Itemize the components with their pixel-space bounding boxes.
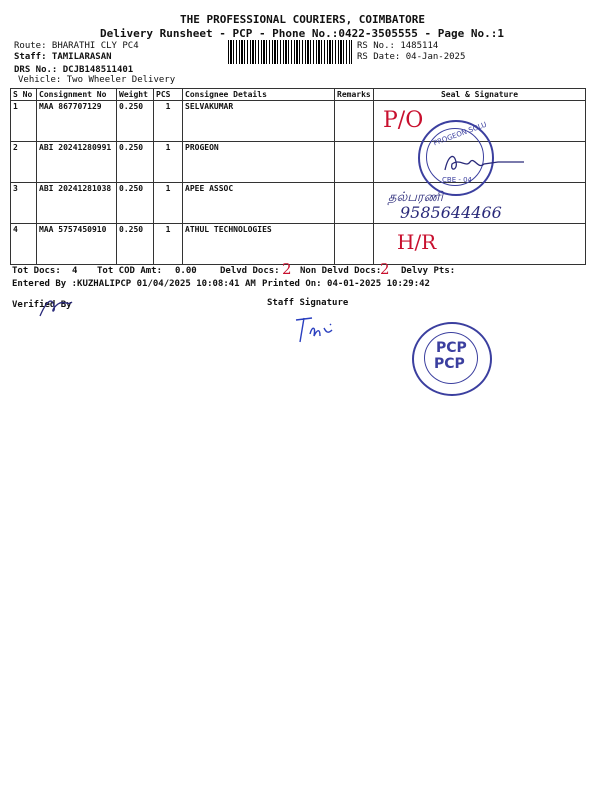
pcp-stamp — [412, 322, 492, 396]
col-consignment: Consignment No — [37, 89, 117, 101]
handwritten-po: P/O — [383, 108, 424, 133]
cell-remarks — [335, 183, 374, 224]
cell-weight: 0.250 — [117, 224, 154, 265]
runsheet-title: Delivery Runsheet - PCP - Phone No.:0422-3505555 - Page No.:1 — [100, 27, 504, 40]
cell-sno: 4 — [11, 224, 37, 265]
company-name: THE PROFESSIONAL COURIERS, COIMBATORE — [180, 13, 426, 26]
col-sno: S No — [11, 89, 37, 101]
drs-no: DRS No.: DCJB148511401 — [14, 65, 134, 75]
non-delvd-docs-label: Non Delvd Docs: — [300, 266, 382, 276]
table-header-row — [11, 89, 586, 101]
delvd-docs-handwritten: 2 — [282, 260, 292, 278]
handwritten-hr: H/R — [397, 230, 437, 254]
cell-remarks — [335, 101, 374, 142]
tot-cod-value: 0.00 — [175, 266, 197, 276]
pcp-stamp-text-2: PCP — [434, 356, 465, 372]
cell-consignee: PROGEON — [183, 142, 335, 183]
table-row — [11, 101, 586, 142]
handwritten-tamil-name: தல்பரணி — [388, 190, 443, 205]
rs-date: RS Date: 04-Jan-2025 — [357, 52, 466, 62]
col-consignee: Consignee Details — [183, 89, 335, 101]
cell-weight: 0.250 — [117, 183, 154, 224]
delvy-pts-label: Delvy Pts: — [401, 266, 456, 276]
tot-cod-label: Tot COD Amt: — [97, 266, 163, 276]
cell-consignee: APEE ASSOC — [183, 183, 335, 224]
cell-pcs: 1 — [154, 101, 183, 142]
staff-signature — [290, 312, 340, 348]
col-weight: Weight — [117, 89, 154, 101]
progeon-stamp-text: PROGEON SOLU — [432, 120, 488, 148]
cell-consignment: MAA 5757450910 — [37, 224, 117, 265]
non-delvd-docs-handwritten: 2 — [380, 260, 390, 278]
cell-weight: 0.250 — [117, 101, 154, 142]
handwritten-phone: 9585644466 — [400, 203, 502, 222]
delvd-docs-label: Delvd Docs: — [220, 266, 280, 276]
cell-consignment: ABI 20241280991 — [37, 142, 117, 183]
rs-no: RS No.: 1485114 — [357, 41, 439, 51]
route: Route: BHARATHI CLY PC4 — [14, 41, 139, 51]
printed-on: Printed On: 04-01-2025 10:29:42 — [262, 279, 430, 289]
col-remarks: Remarks — [335, 89, 374, 101]
cell-sno: 3 — [11, 183, 37, 224]
cell-sno: 1 — [11, 101, 37, 142]
col-pcs: PCS — [154, 89, 183, 101]
cell-weight: 0.250 — [117, 142, 154, 183]
tot-docs-value: 4 — [72, 266, 78, 276]
entered-by: Entered By :KUZHALIPCP 01/04/2025 10:08:41 AM — [12, 279, 256, 289]
verified-signature — [36, 292, 76, 322]
vehicle: Vehicle: Two Wheeler Delivery — [18, 75, 176, 85]
verified-by-label: Verified By — [12, 300, 72, 310]
progeon-stamp-city: CBE - 04 — [442, 176, 472, 184]
barcode — [228, 40, 352, 64]
cell-pcs: 1 — [154, 224, 183, 265]
cell-remarks — [335, 224, 374, 265]
cell-consignment: MAA 867707129 — [37, 101, 117, 142]
staff-signature-label: Staff Signature — [267, 298, 349, 308]
cell-sno: 2 — [11, 142, 37, 183]
cell-consignee: SELVAKUMAR — [183, 101, 335, 142]
cell-consignment: ABI 20241281038 — [37, 183, 117, 224]
col-seal: Seal & Signature — [374, 89, 586, 101]
cell-pcs: 1 — [154, 183, 183, 224]
table-row — [11, 224, 586, 265]
pcp-stamp-text: PCP — [436, 340, 467, 356]
staff: Staff: TAMILARASAN — [14, 52, 112, 62]
tot-docs-label: Tot Docs: — [12, 266, 61, 276]
cell-consignee: ATHUL TECHNOLOGIES — [183, 224, 335, 265]
signature-row2 — [440, 148, 530, 178]
cell-pcs: 1 — [154, 142, 183, 183]
cell-remarks — [335, 142, 374, 183]
